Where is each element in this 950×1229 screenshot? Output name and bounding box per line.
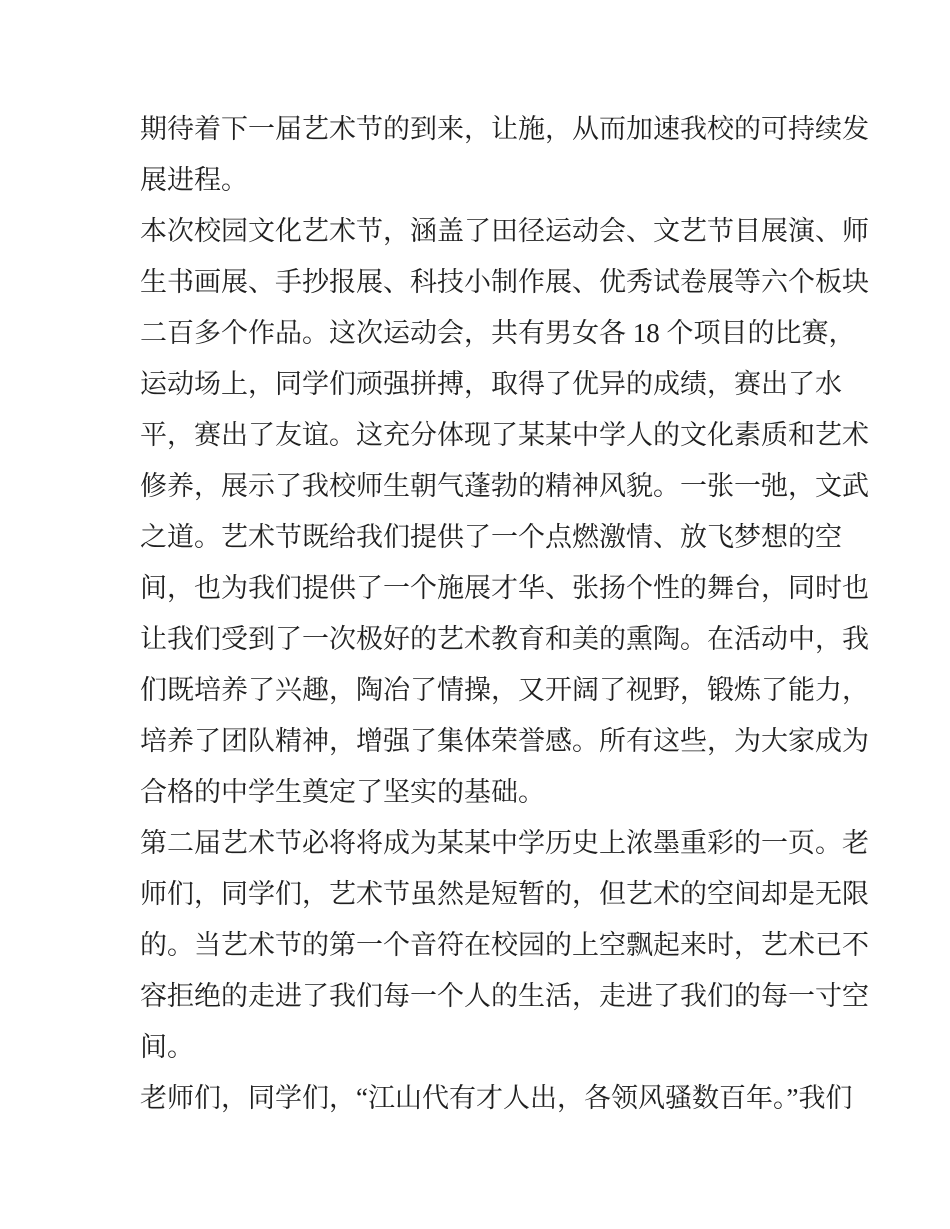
- text-line: 之道。艺术节既给我们提供了一个点燃激情、放飞梦想的空: [140, 522, 842, 552]
- text-line: 老师们，同学们，“江山代有才人出，各领风骚数百年。”我们: [140, 1083, 853, 1113]
- text-line: 运动场上，同学们顽强拼搏，取得了优异的成绩，赛出了水: [140, 369, 842, 399]
- text-line: 间，也为我们提供了一个施展才华、张扬个性的舞台，同时也: [140, 573, 869, 603]
- text-line: 间。: [140, 1032, 194, 1062]
- text-line: 修养，展示了我校师生朝气蓬勃的精神风貌。一张一弛，文武: [140, 471, 869, 501]
- text-line: 的。当艺术节的第一个音符在校园的上空飘起来时，艺术已不: [140, 930, 869, 960]
- text-line: 第二届艺术节必将将成为某某中学历史上浓墨重彩的一页。老: [140, 828, 869, 858]
- text-line: 合格的中学生奠定了坚实的基础。: [140, 777, 545, 807]
- text-line: 本次校园文化艺术节，涵盖了田径运动会、文艺节目展演、师: [140, 216, 869, 246]
- text-line: 展进程。: [140, 165, 248, 195]
- text-line: 培养了团队精神，增强了集体荣誉感。所有这些，为大家成为: [140, 726, 869, 756]
- text-line: 期待着下一届艺术节的到来，让施，从而加速我校的可持续发: [140, 114, 869, 144]
- text-line: 们既培养了兴趣，陶冶了情操，又开阔了视野，锻炼了能力，: [140, 675, 869, 705]
- text-line: 容拒绝的走进了我们每一个人的生活，走进了我们的每一寸空: [140, 981, 869, 1011]
- text-line: 师们，同学们，艺术节虽然是短暂的，但艺术的空间却是无限: [140, 879, 869, 909]
- text-line: 二百多个作品。这次运动会，共有男女各 18 个项目的比赛，: [140, 318, 856, 348]
- document-text-block: [140, 104, 869, 1124]
- text-line: 平，赛出了友谊。这充分体现了某某中学人的文化素质和艺术: [140, 420, 869, 450]
- text-line: 让我们受到了一次极好的艺术教育和美的熏陶。在活动中，我: [140, 624, 869, 654]
- text-line: 生书画展、手抄报展、科技小制作展、优秀试卷展等六个板块: [140, 267, 869, 297]
